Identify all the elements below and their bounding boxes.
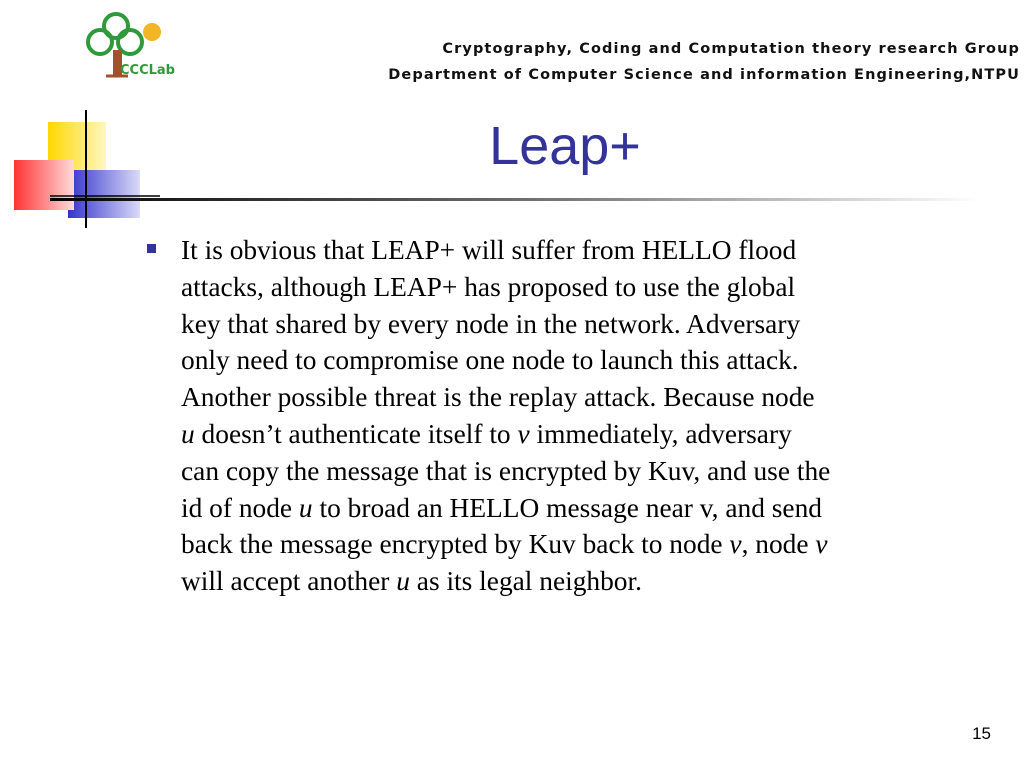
bullet-block <box>147 232 1007 600</box>
bullet-line <box>181 342 1007 379</box>
header-group-names <box>205 36 1020 88</box>
text-segment: back the message encrypted by Kuv back to node <box>181 529 730 560</box>
text-segment: attacks, although LEAP+ has proposed to use the global <box>181 271 796 302</box>
text-segment: key that shared by every node in the network. Adversary <box>181 308 801 339</box>
text-segment: will accept another <box>181 566 397 597</box>
ccclab-logo <box>80 6 210 84</box>
text-segment: It is obvious that LEAP+ will suffer from HELLO flood <box>181 235 797 265</box>
group-name: Cryptography, Coding and Computation theory research Group <box>442 41 1020 57</box>
bullet-line <box>181 306 1007 343</box>
bullet-square-icon <box>147 244 156 253</box>
bullet-line <box>181 453 1007 490</box>
variable-text: v <box>815 529 828 560</box>
text-segment: as its legal neighbor. <box>409 566 642 597</box>
text-segment: id of node <box>181 492 299 523</box>
text-segment: , node <box>741 529 816 560</box>
bullet-line <box>181 379 1007 416</box>
bullet-line <box>181 490 1007 527</box>
title-rule <box>50 195 980 205</box>
text-segment: immediately, adversary <box>529 418 792 449</box>
bullet-line <box>181 269 1007 306</box>
logo-text: CCCLab <box>120 63 175 78</box>
text-segment: to broad an HELLO message near v, and send <box>312 492 822 523</box>
variable-text: v <box>729 529 742 560</box>
text-segment: doesn’t authenticate itself to <box>194 418 518 449</box>
variable-text: u <box>298 492 313 523</box>
bullet-line <box>181 526 1007 563</box>
variable-text: v <box>517 418 530 449</box>
bullet-line <box>181 563 1007 600</box>
variable-text: u <box>396 566 410 597</box>
department-name: Department of Computer Science and information Engineering,NTPU <box>388 67 1020 83</box>
decorative-squares <box>0 100 170 240</box>
bullet-line <box>181 232 1007 269</box>
slide-title: Leap+ <box>489 116 641 176</box>
bullet-text <box>181 232 1007 600</box>
text-segment: only need to compromise one node to launch this attack. <box>181 345 799 376</box>
text-segment: can copy the message that is encrypted by Kuv, and use the <box>181 455 831 486</box>
text-segment: Another possible threat is the replay attack. Because node <box>181 382 815 413</box>
bullet-line <box>181 416 1007 453</box>
variable-text: u <box>181 418 195 449</box>
page-number: 15 <box>972 724 991 743</box>
